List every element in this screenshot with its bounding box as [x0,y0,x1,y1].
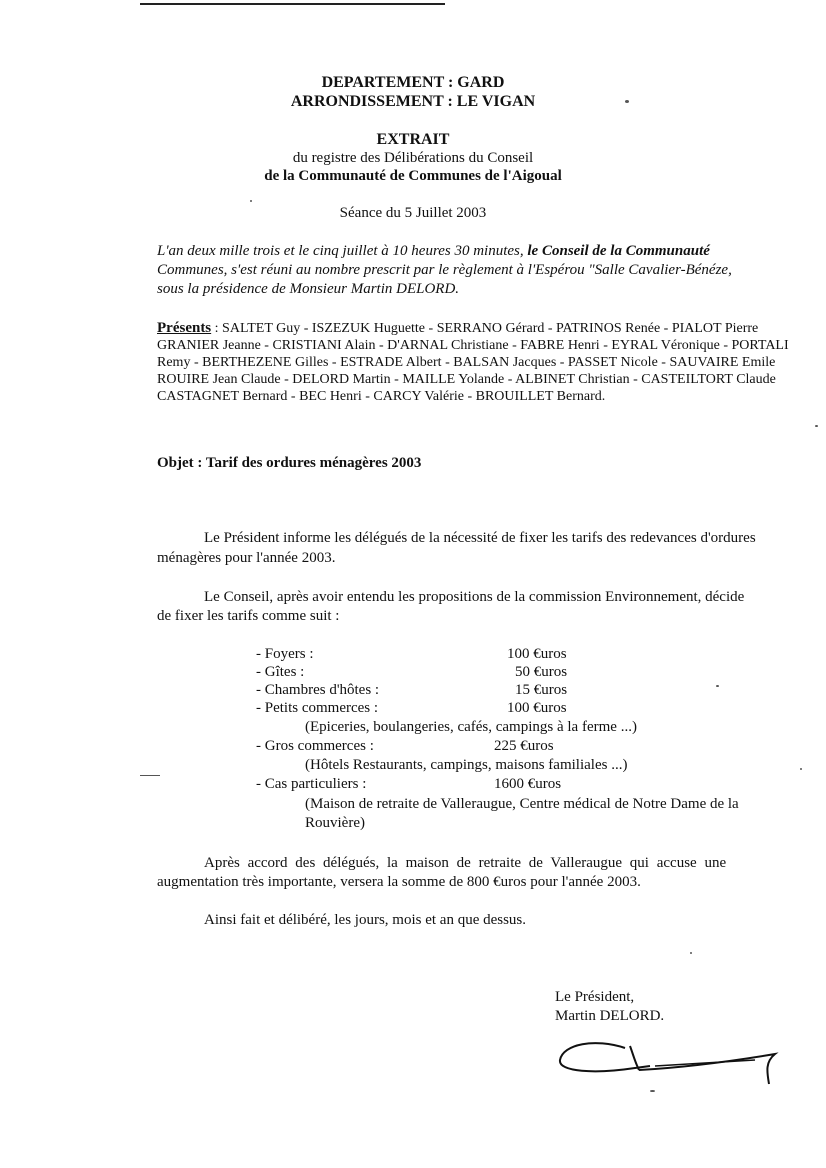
tarif-value: 15 €uros [515,682,568,698]
tarif-label: - Gîtes : [256,664,305,680]
presents-line5: CASTAGNET Bernard - BEC Henri - CARCY Valérie - BROUILLET Bernard. [157,389,606,404]
objet-line: Objet : Tarif des ordures ménagères 2003 [157,455,422,471]
tarif-label: - Chambres d'hôtes : [256,682,380,698]
tarif-label: - Cas particuliers : [256,776,367,792]
presents-line4: ROUIRE Jean Claude - DELORD Martin - MAILLE Yolande - ALBINET Christian - CASTEILTORT Claude [157,372,776,387]
tarif-note-cas-particuliers-1: (Maison de retraite de Valleraugue, Centre médical de Notre Dame de la [305,796,739,812]
tarif-label: - Gros commerces : [256,738,374,754]
scan-speck [625,100,629,103]
extrait-line1: du registre des Délibérations du Conseil [292,150,534,166]
intro-line1 [157,243,826,260]
scan-speck [650,1090,655,1092]
tarif-note-gros-commerces: (Hôtels Restaurants, campings, maisons familiales ...) [305,757,628,773]
extrait-title: EXTRAIT [376,131,450,148]
intro-line1-a: L'an deux mille trois et le cinq juillet à 10 heures 30 minutes, [157,243,524,259]
tarif-label: - Foyers : [256,646,314,662]
conclusion-p4: Ainsi fait et délibéré, les jours, mois et an que dessus. [204,912,527,928]
scan-speck [800,768,802,770]
scan-speck [250,200,252,202]
presents-label: Présents [157,320,212,336]
body-p1-line1: Le Président informe les délégués de la nécessité de fixer les tarifs des redevances d'ordures [204,530,756,546]
tarif-value: 100 €uros [507,700,567,716]
scan-speck [815,425,818,427]
conclusion-p3-line2: augmentation très importante, versera la somme de 800 €uros pour l'année 2003. [157,874,641,890]
scan-artifact-line [140,3,445,5]
presents-line2: GRANIER Jeanne - CRISTIANI Alain - D'ARNAL Christiane - FABRE Henri - EYRAL Véronique - PORTALI [157,338,789,353]
tarif-value: 225 €uros [494,738,554,754]
tarif-label: - Petits commerces : [256,700,379,716]
tarif-value: 1600 €uros [494,776,562,792]
header-arrondissement: ARRONDISSEMENT : LE VIGAN [290,93,536,110]
intro-line1-b: le Conseil de la Communauté [523,243,710,259]
tarif-note-petits-commerces: (Epiceries, boulangeries, cafés, campings à la ferme ...) [305,719,637,735]
scan-speck [690,952,692,954]
conclusion-p3-line1: Après accord des délégués, la maison de retraite de Valleraugue qui accuse une [204,855,727,871]
body-p2-line2: de fixer les tarifs comme suit : [157,608,340,624]
header-departement: DEPARTEMENT : GARD [321,74,505,91]
presents-line1 [157,320,826,337]
signature-title: Le Président, [555,989,635,1005]
signature-name: Martin DELORD. [555,1008,665,1024]
tarif-value: 100 €uros [507,646,567,662]
body-p1-line2: ménagères pour l'année 2003. [157,550,336,566]
scan-speck [716,685,719,687]
body-p2-line1: Le Conseil, après avoir entendu les propositions de la commission Environnement, décide [204,589,745,605]
extrait-line2: de la Communauté de Communes de l'Aigoual [264,168,562,184]
handwritten-signature [555,1030,795,1100]
tarif-value: 50 €uros [515,664,568,680]
seance-date: Séance du 5 Juillet 2003 [339,205,487,221]
intro-line2: Communes, s'est réuni au nombre prescrit par le règlement à l'Espérou "Salle Cavalier-Bénéze, [157,262,732,278]
intro-line3: sous la présidence de Monsieur Martin DELORD. [157,281,460,297]
presents-line1-text: : SALTET Guy - ISZEZUK Huguette - SERRANO Gérard - PATRINOS Renée - PIALOT Pierre [211,321,759,336]
scan-speck [140,775,160,776]
presents-line3: Remy - BERTHEZENE Gilles - ESTRADE Albert - BALSAN Jacques - PASSET Nicole - SAUVAIRE Emile [157,355,776,370]
tarif-note-cas-particuliers-2: Rouvière) [305,815,365,831]
